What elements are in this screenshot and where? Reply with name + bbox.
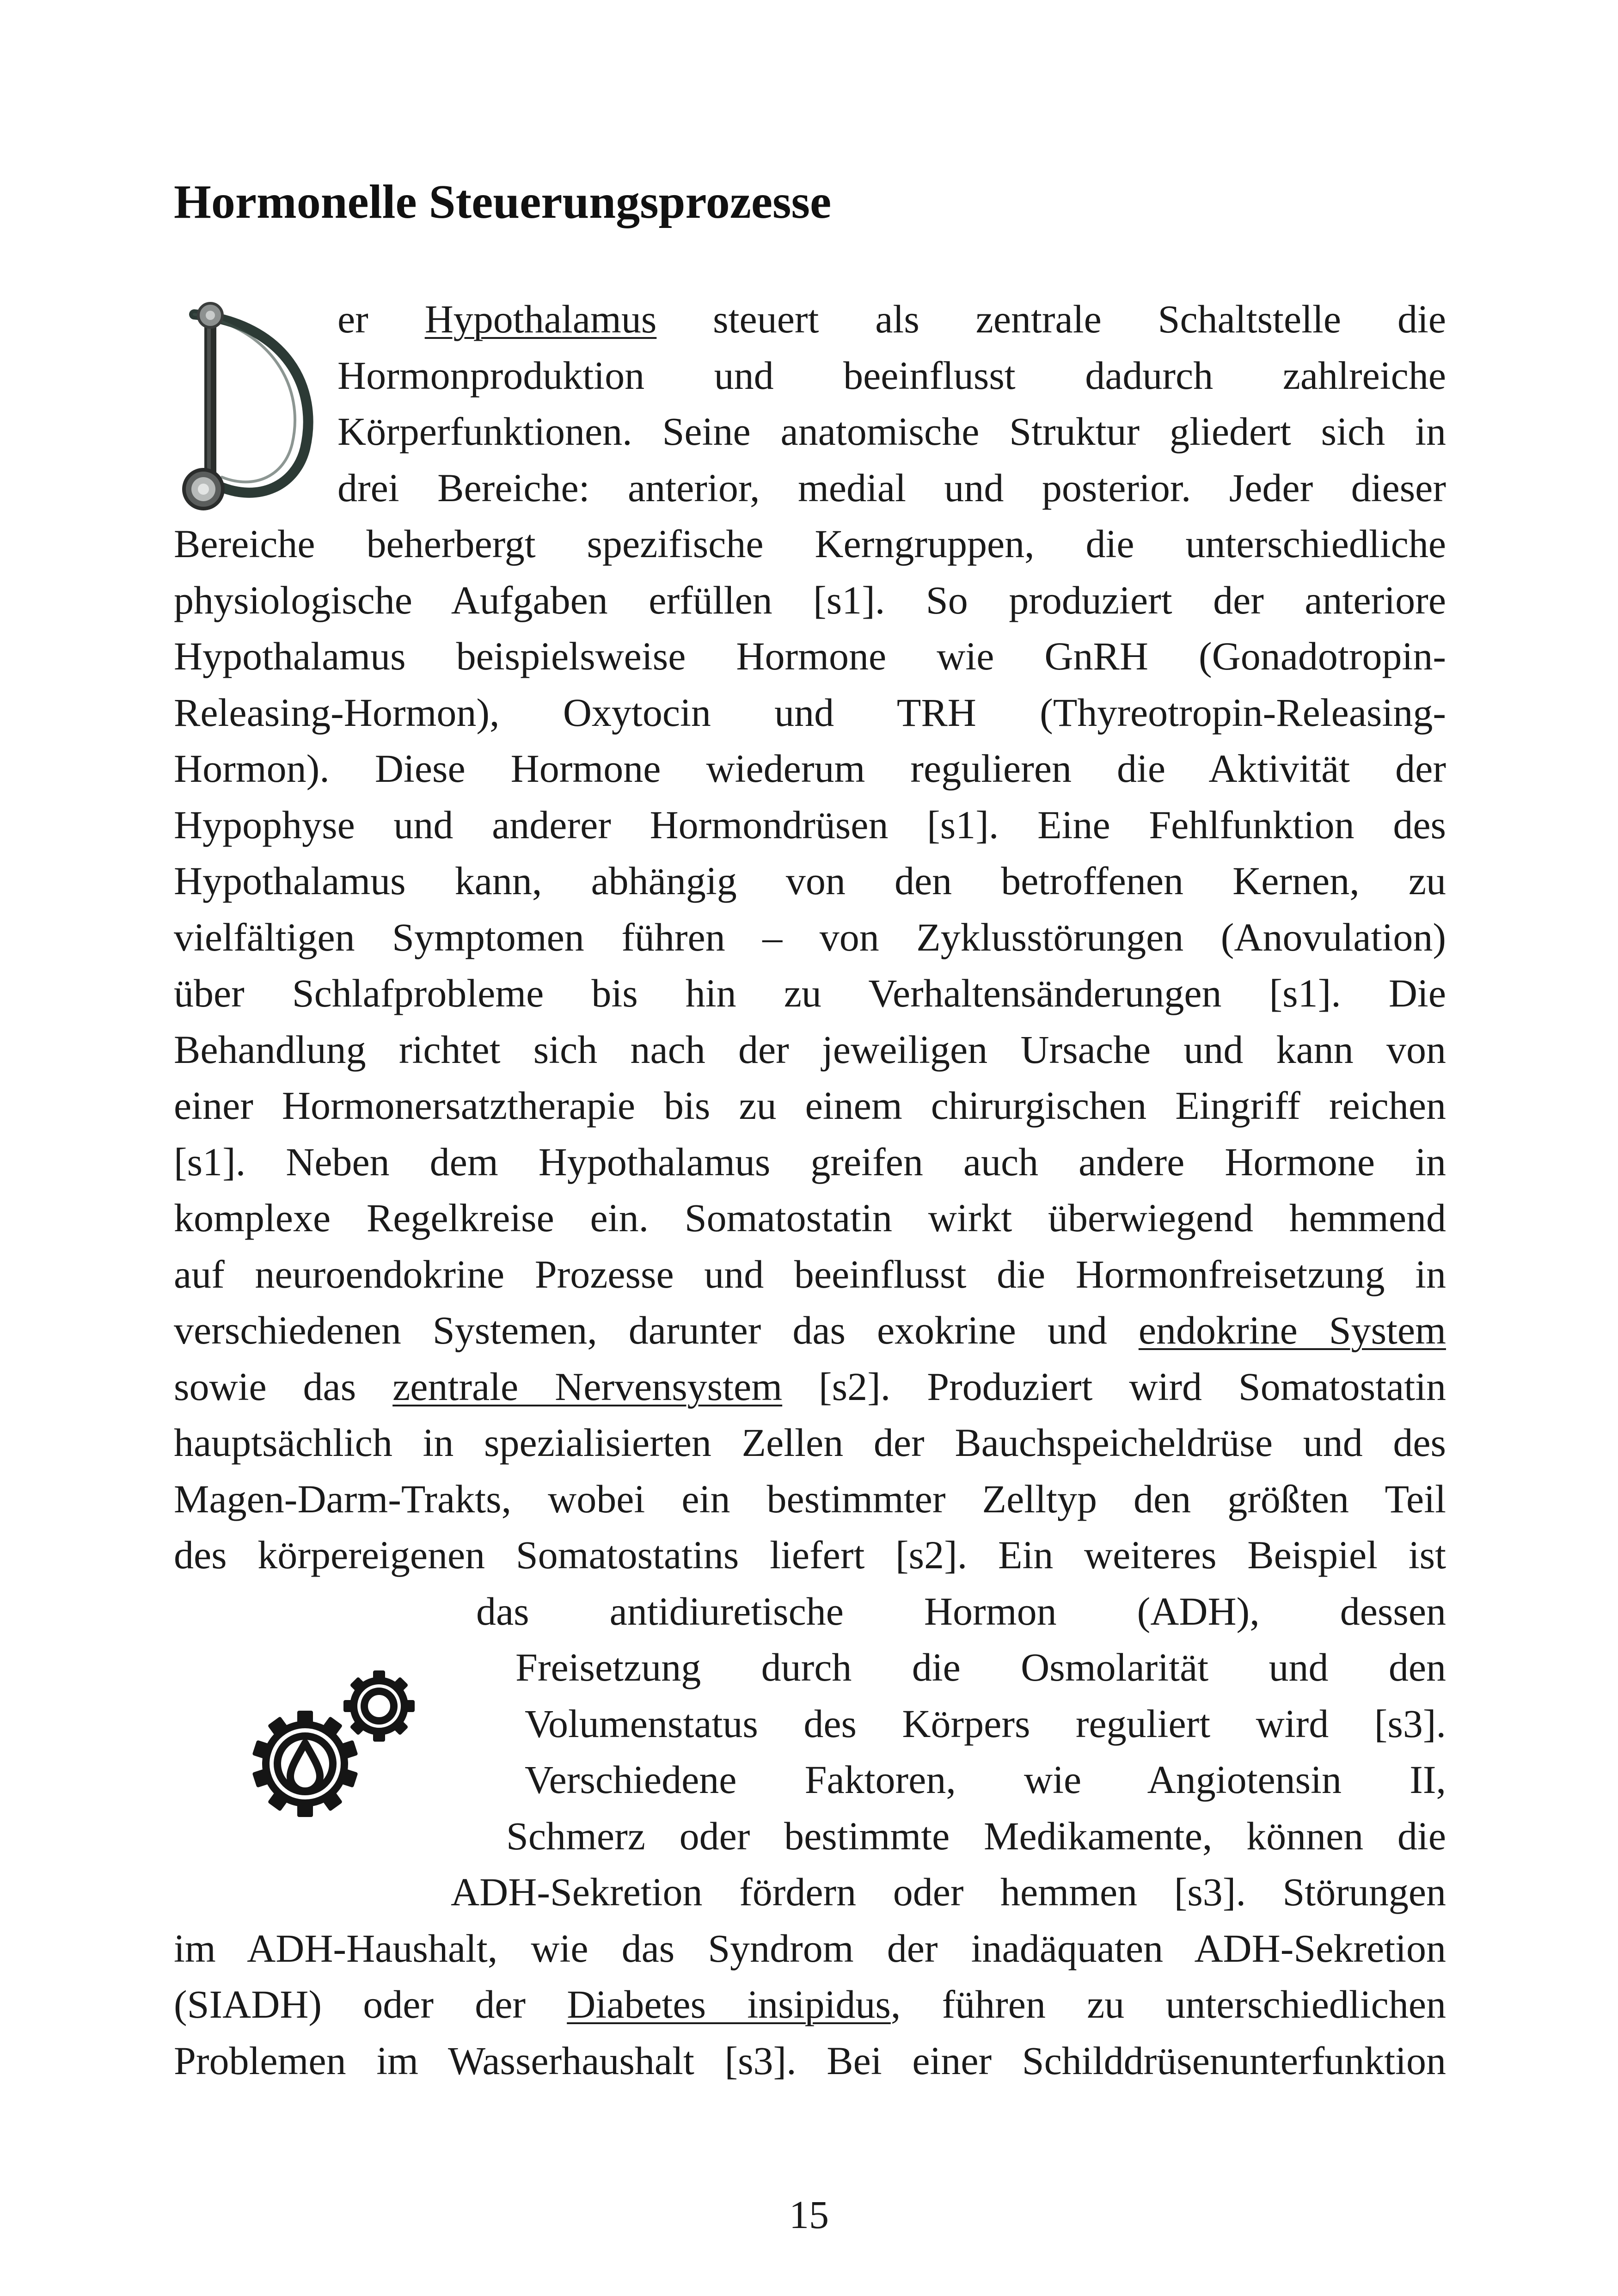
- text-span: Körperfunktionen. Seine anatomische Struktur gliedert sich in: [337, 409, 1446, 454]
- text-span: Schmerz oder bestimmte Medikamente, können die: [506, 1813, 1446, 1858]
- text-line: [174, 577, 1446, 623]
- text-span: Bereiche beherbergt spezifische Kerngruppen, die unterschiedliche: [174, 522, 1446, 566]
- gears-drop-icon: [231, 1655, 435, 1831]
- text-line: [174, 1082, 1446, 1129]
- text-line: [451, 1869, 1446, 1915]
- text-line: [515, 1644, 1446, 1690]
- text-span: (SIADH) oder der: [174, 1982, 567, 2026]
- text-span: des körpereigenen Somatostatins liefert [s2]. Ein weiteres Beispiel ist: [174, 1533, 1446, 1577]
- text-span: vielfältigen Symptomen führen – von Zyklusstörungen (Anovulation): [174, 915, 1446, 959]
- text-line: [174, 689, 1446, 736]
- text-span: Hormon). Diese Hormone wiederum regulieren die Aktivität der: [174, 746, 1446, 791]
- text-line: [174, 858, 1446, 904]
- text-line: [174, 1026, 1446, 1073]
- text-span: [s1]. Neben dem Hypothalamus greifen auch andere Hormone in: [174, 1139, 1446, 1184]
- text-line: [525, 1701, 1446, 1747]
- gear-tooth: [349, 1717, 368, 1736]
- text-line: [476, 1588, 1446, 1634]
- gear-tooth: [320, 1788, 343, 1811]
- glossary-link[interactable]: Hypothalamus: [424, 297, 657, 341]
- text-line: [174, 1476, 1446, 1522]
- text-line: [174, 745, 1446, 792]
- text-span: [s2]. Produziert wird Somatostatin: [782, 1364, 1446, 1409]
- gear-tooth: [373, 1670, 385, 1684]
- text-span: einer Hormonersatztherapie bis zu einem chirurgischen Eingriff reichen: [174, 1083, 1446, 1128]
- gear-tooth: [268, 1788, 291, 1811]
- text-line: [174, 1307, 1446, 1353]
- text-line: [174, 802, 1446, 848]
- text-span: Releasing-Hormon), Oxytocin und TRH (Thyreotropin-Releasing-: [174, 690, 1446, 735]
- text-line: [174, 1139, 1446, 1185]
- text-span: auf neuroendokrine Prozesse und beeinflusst die Hormonfreisetzung in: [174, 1252, 1446, 1296]
- text-line: [174, 1195, 1446, 1241]
- gear-tooth: [390, 1676, 409, 1695]
- text-span: verschiedenen Systemen, darunter das exokrine und: [174, 1308, 1139, 1352]
- text-span: Hypothalamus beispielsweise Hormone wie GnRH (Gonadotropin-: [174, 634, 1446, 678]
- text-span: steuert als zentrale Schaltstelle die: [656, 297, 1446, 341]
- text-line: [337, 465, 1446, 511]
- text-span: komplexe Regelkreise ein. Somatostatin wirkt überwiegend hemmend: [174, 1196, 1446, 1240]
- text-span: über Schlafprobleme bis hin zu Verhaltensänderungen [s1]. Die: [174, 971, 1446, 1015]
- glossary-link[interactable]: Diabetes insipidus: [567, 1982, 891, 2026]
- text-span: drei Bereiche: anterior, medial und posterior. Jeder dieser: [337, 465, 1446, 510]
- text-span: im ADH-Haushalt, wie das Syndrom der inadäquaten ADH-Sekretion: [174, 1926, 1446, 1971]
- gear-tooth: [297, 1799, 313, 1817]
- text-span: Magen-Darm-Trakts, wobei ein bestimmter Zelltyp den größten Teil: [174, 1476, 1446, 1521]
- text-span: , führen zu unterschiedlichen: [890, 1982, 1446, 2026]
- gear-tooth: [320, 1716, 343, 1740]
- text-span: Hormonproduktion und beeinflusst dadurch zahlreiche: [337, 353, 1446, 398]
- section-heading: Hormonelle Steuerungsprozesse: [174, 175, 832, 228]
- text-span: Freisetzung durch die Osmolarität und den: [515, 1645, 1446, 1689]
- text-span: Problemen im Wasserhaushalt [s3]. Bei einer Schilddrüsenunterfunktion: [174, 2038, 1446, 2083]
- text-line: [525, 1756, 1446, 1803]
- page-number: 15: [789, 2192, 829, 2237]
- text-line: [337, 352, 1446, 399]
- gear-tooth: [343, 1700, 357, 1712]
- text-span: Verschiedene Faktoren, wie Angiotensin II,: [525, 1757, 1446, 1802]
- gear-tooth: [268, 1716, 291, 1740]
- text-line: [174, 1532, 1446, 1578]
- glossary-link[interactable]: zentrale Nervensystem: [392, 1364, 783, 1409]
- text-span: er: [337, 297, 425, 341]
- text-line: [174, 970, 1446, 1016]
- text-span: Behandlung richtet sich nach der jeweiligen Ursache und kann von: [174, 1027, 1446, 1072]
- text-line: [506, 1813, 1446, 1859]
- text-line: [174, 1251, 1446, 1297]
- text-line: [337, 408, 1446, 454]
- gear-tooth: [373, 1728, 385, 1742]
- text-span: Volumenstatus des Körpers reguliert wird [s3].: [525, 1701, 1446, 1746]
- text-line: [174, 914, 1446, 960]
- text-span: Hypothalamus kann, abhängig von den betroffenen Kernen, zu: [174, 859, 1446, 903]
- text-span: ADH-Sekretion fördern oder hemmen [s3]. Störungen: [451, 1870, 1446, 1914]
- text-line: [174, 2038, 1446, 2084]
- text-span: das antidiuretische Hormon (ADH), dessen: [476, 1589, 1446, 1633]
- text-span: hauptsächlich in spezialisierten Zellen der Bauchspeicheldrüse und des: [174, 1420, 1446, 1465]
- gear-tooth: [401, 1700, 415, 1712]
- text-span: physiologische Aufgaben erfüllen [s1]. So produziert der anteriore: [174, 577, 1446, 622]
- gear-tooth: [390, 1717, 409, 1736]
- text-line: [174, 1419, 1446, 1466]
- stethoscope-dropcap-icon: [166, 296, 337, 513]
- gear-tooth: [349, 1676, 368, 1695]
- glossary-link[interactable]: endokrine System: [1138, 1308, 1446, 1352]
- gear-tooth: [297, 1711, 313, 1728]
- text-line: [174, 1981, 1446, 2027]
- text-line: [174, 1925, 1446, 1971]
- text-line: [337, 296, 1446, 342]
- text-span: Hypophyse und anderer Hormondrüsen [s1]. Eine Fehlfunktion des: [174, 802, 1446, 847]
- text-line: [174, 521, 1446, 567]
- text-span: sowie das: [174, 1364, 393, 1409]
- text-line: [174, 1363, 1446, 1410]
- text-line: [174, 633, 1446, 679]
